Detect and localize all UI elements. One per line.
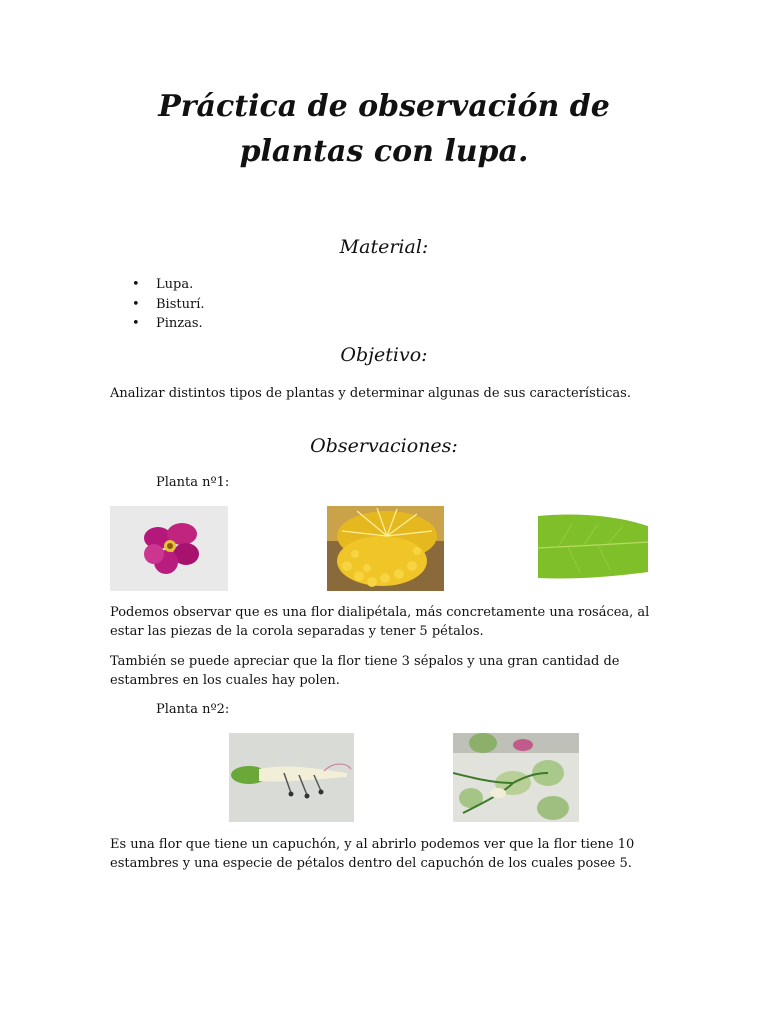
title-line-1: Práctica de observación de [158,89,610,124]
hooded-flower-stamens-photo [229,733,354,822]
purple-rose-flower-photo [110,506,228,591]
green-leaf-photo [538,512,648,580]
list-item [130,314,204,334]
green-calyx-flowers-photo [453,733,579,822]
list-item [130,295,204,315]
objetivo-heading: Objetivo: [340,344,428,366]
bullet-icon: • [132,316,140,331]
planta-2-label: Planta nº2: [156,702,230,717]
yellow-stamens-photo [327,506,444,591]
planta-1-label: Planta nº1: [156,475,230,490]
observaciones-heading: Observaciones: [310,435,458,457]
planta-2-paragraph-1: Es una flor que tiene un capuchón, y al abrirlo podemos ver que la flor tiene 10 estambres y una especie de pétalos dentro del capuchón de los cuales posee 5. [110,837,635,871]
planta-1-paragraph-2: También se puede apreciar que la flor tiene 3 sépalos y una gran cantidad de estambres en los cuales hay polen. [110,654,620,688]
page-title [0,84,768,174]
objetivo-text: Analizar distintos tipos de plantas y determinar algunas de sus características. [110,386,631,401]
planta-1-paragraph-1: Podemos observar que es una flor dialipétala, más concretamente una rosácea, al estar las piezas de la corola separadas y tener 5 pétalos. [110,605,650,639]
material-heading: Material: [339,236,429,258]
material-item-pinzas: Pinzas. [156,316,203,331]
bullet-icon: • [132,296,140,312]
material-item-bisturi: Bisturí. [156,296,205,312]
material-list [130,275,204,334]
material-item-lupa: Lupa. [156,277,194,292]
title-line-2: plantas con lupa. [239,134,529,169]
list-item [130,275,204,295]
bullet-icon: • [132,277,140,292]
